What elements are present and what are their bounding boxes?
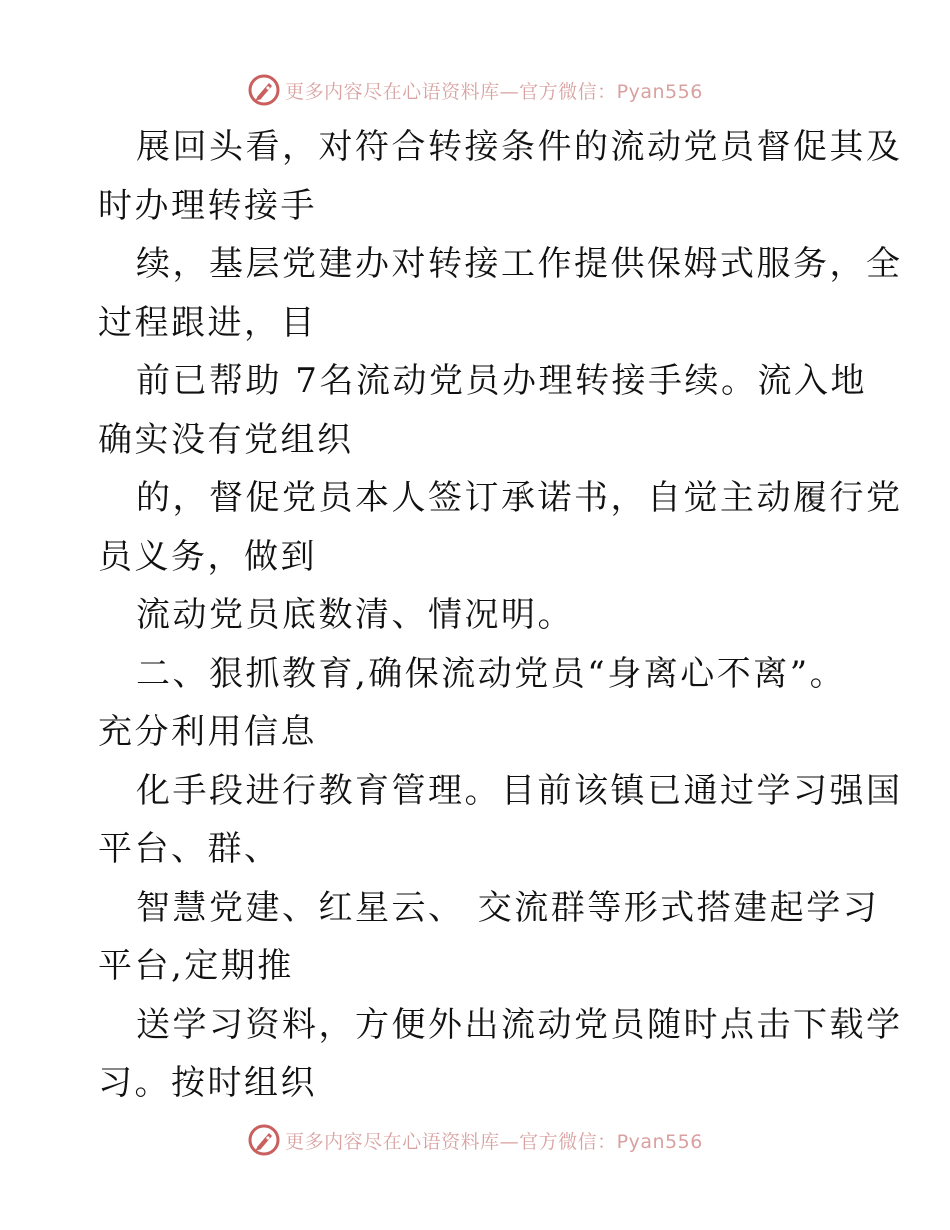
text-line: 的，督促党员本人签订承诺书，自觉主动履行党 xyxy=(136,478,903,518)
text-line: 续，基层党建办对转接工作提供保姆式服务，全 xyxy=(136,244,903,284)
watermark-text: 更多内容尽在心语资料库—官方微信：Pyan556 xyxy=(285,1130,703,1153)
text-line: 习。按时组织 xyxy=(98,1063,317,1103)
header-watermark xyxy=(0,72,950,108)
text-line: 平台、群、 xyxy=(98,829,281,869)
text-line: 智慧党建、红星云、 交流群等形式搭建起学习 xyxy=(136,887,880,928)
text-line: 前已帮助 7名流动党员办理转接手续。流入地 xyxy=(136,361,867,401)
text-line: 送学习资料，方便外出流动党员随时点击下载学 xyxy=(136,1004,903,1045)
watermark-text: 更多内容尽在心语资料库—官方微信：Pyan556 xyxy=(285,80,703,103)
document-body xyxy=(98,118,903,1113)
pen-nib-logo-icon xyxy=(247,73,281,107)
watermark-wechat-id: Pyan556 xyxy=(616,80,703,103)
watermark-wechat-id: Pyan556 xyxy=(616,1130,703,1153)
text-line: 确实没有党组织 xyxy=(98,419,354,460)
text-line: 时办理转接手 xyxy=(98,185,317,226)
footer-watermark xyxy=(0,1122,950,1158)
pen-nib-logo-icon xyxy=(247,1123,281,1157)
text-line: 平台,定期推 xyxy=(98,946,294,986)
text-line: 员义务，做到 xyxy=(98,536,317,577)
text-line: 展回头看，对符合转接条件的流动党员督促其及 xyxy=(136,127,903,167)
text-line: 二、狠抓教育,确保流动党员“身离心不离”。 xyxy=(136,653,847,694)
text-line: 化手段进行教育管理。目前该镇已通过学习强国 xyxy=(136,770,903,811)
text-line: 充分利用信息 xyxy=(98,712,317,752)
text-line: 流动党员底数清、情况明。 xyxy=(136,595,574,635)
text-line: 过程跟进，目 xyxy=(98,302,317,343)
